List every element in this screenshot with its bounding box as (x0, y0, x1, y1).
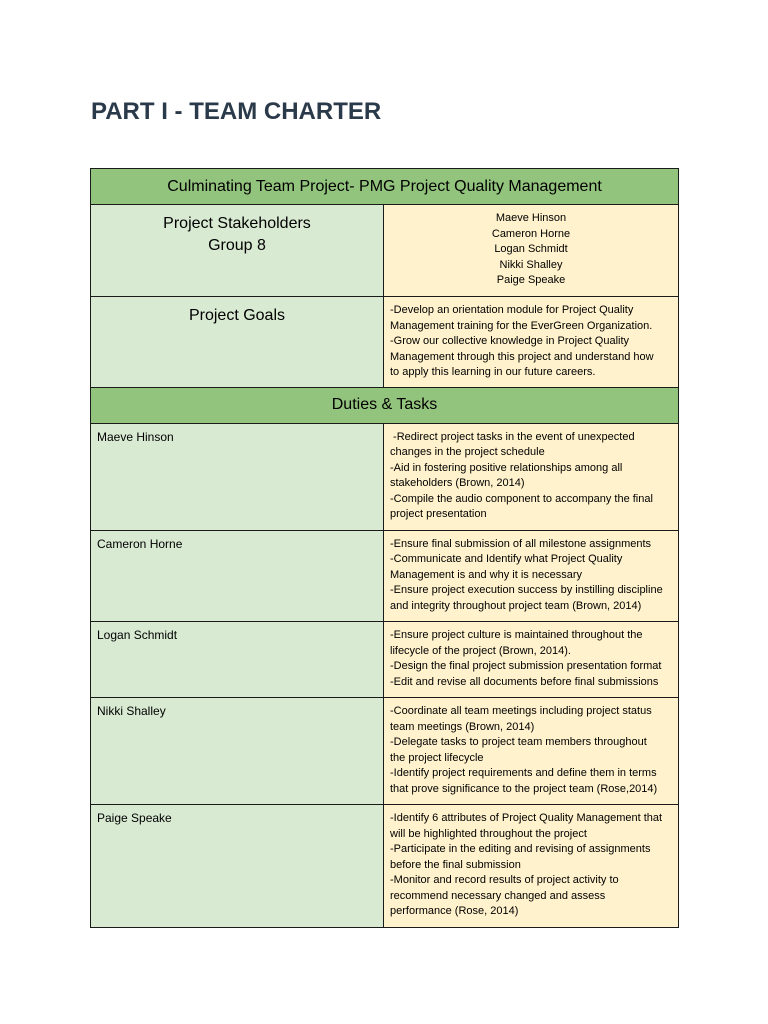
stakeholders-label-line1: Project Stakeholders (163, 215, 311, 232)
goals-label: Project Goals (91, 297, 384, 388)
duty-line: -Edit and revise all documents before final submissions (390, 675, 659, 688)
goals-line: to apply this learning in our future careers. (390, 366, 596, 378)
stakeholders-label-line2: Group 8 (208, 237, 266, 254)
duty-line: -Compile the audio component to accompany the final (390, 492, 653, 505)
duty-line: -Identify 6 attributes of Project Quality Management that (390, 812, 663, 824)
duty-line: performance (Rose, 2014) (390, 905, 519, 917)
member-name: Cameron Horne (91, 530, 384, 622)
stakeholder-name: Maeve Hinson (495, 212, 567, 224)
duty-line: the project lifecycle (390, 751, 484, 764)
table-header: Culminating Team Project- PMG Project Quality Management (91, 169, 679, 205)
duty-line: -Aid in fostering positive relationships among all (390, 461, 623, 474)
goals-line: -Develop an orientation module for Project Quality (390, 304, 634, 316)
duty-line: -Participate in the editing and revising of assignments (390, 843, 651, 855)
member-row (91, 423, 679, 530)
goals-line: -Grow our collective knowledge in Project Quality (390, 335, 630, 347)
member-row (91, 805, 679, 928)
member-duties (384, 622, 679, 698)
member-row (91, 530, 679, 622)
duty-line: will be highlighted throughout the project (390, 827, 587, 840)
duty-line: -Redirect project tasks in the event of unexpected (390, 430, 635, 443)
goals-text (384, 297, 679, 388)
duty-line: and integrity throughout project team (Brown, 2014) (390, 599, 642, 612)
member-duties (384, 805, 679, 928)
member-name: Nikki Shalley (91, 698, 384, 805)
member-row (91, 698, 679, 805)
duty-line: -Ensure project execution success by instilling discipline (390, 584, 663, 596)
member-duties (384, 530, 679, 622)
duty-line: -Communicate and Identify what Project Quality (390, 553, 623, 565)
goals-row (91, 297, 679, 388)
duty-line: lifecycle of the project (Brown, 2014). (390, 644, 571, 657)
table-header-row (91, 169, 679, 205)
stakeholder-name: Nikki Shalley (499, 258, 563, 271)
member-row (91, 622, 679, 698)
duty-line: -Delegate tasks to project team members throughout (390, 736, 647, 748)
duty-line: -Coordinate all team meetings including project status (390, 705, 652, 717)
duty-line: -Identify project requirements and define them in terms (390, 767, 657, 779)
duty-line: -Ensure project culture is maintained throughout the (390, 629, 643, 641)
duty-line: recommend necessary changed and assess (390, 889, 606, 902)
stakeholders-list (384, 205, 679, 297)
member-duties (384, 698, 679, 805)
stakeholder-name: Paige Speake (496, 274, 566, 286)
duty-line: -Design the final project submission presentation format (390, 660, 662, 672)
member-duties (384, 423, 679, 530)
member-name: Maeve Hinson (91, 423, 384, 530)
duty-line: -Monitor and record results of project activity to (390, 874, 619, 886)
stakeholders-label (91, 205, 384, 297)
page-title: PART I - TEAM CHARTER (91, 98, 382, 125)
stakeholder-name: Cameron Horne (491, 227, 571, 240)
duties-header: Duties & Tasks (91, 387, 679, 423)
stakeholders-row (91, 205, 679, 297)
duty-line: Management is and why it is necessary (390, 568, 582, 581)
stakeholder-name: Logan Schmidt (494, 243, 568, 255)
duty-line: before the final submission (390, 858, 521, 871)
member-name: Logan Schmidt (91, 622, 384, 698)
duty-line: stakeholders (Brown, 2014) (390, 477, 525, 489)
duty-line: that prove significance to the project team (Rose,2014) (390, 782, 658, 795)
duty-line: changes in the project schedule (390, 446, 545, 458)
duties-header-row (91, 387, 679, 423)
team-charter-table (90, 168, 679, 928)
duty-line: -Ensure final submission of all milestone assignments (390, 537, 652, 550)
goals-line: Management training for the EverGreen Organization. (390, 319, 653, 332)
duty-line: team meetings (Brown, 2014) (390, 720, 535, 733)
member-name: Paige Speake (91, 805, 384, 928)
duty-line: project presentation (390, 508, 487, 520)
goals-line: Management through this project and understand how (390, 350, 654, 363)
